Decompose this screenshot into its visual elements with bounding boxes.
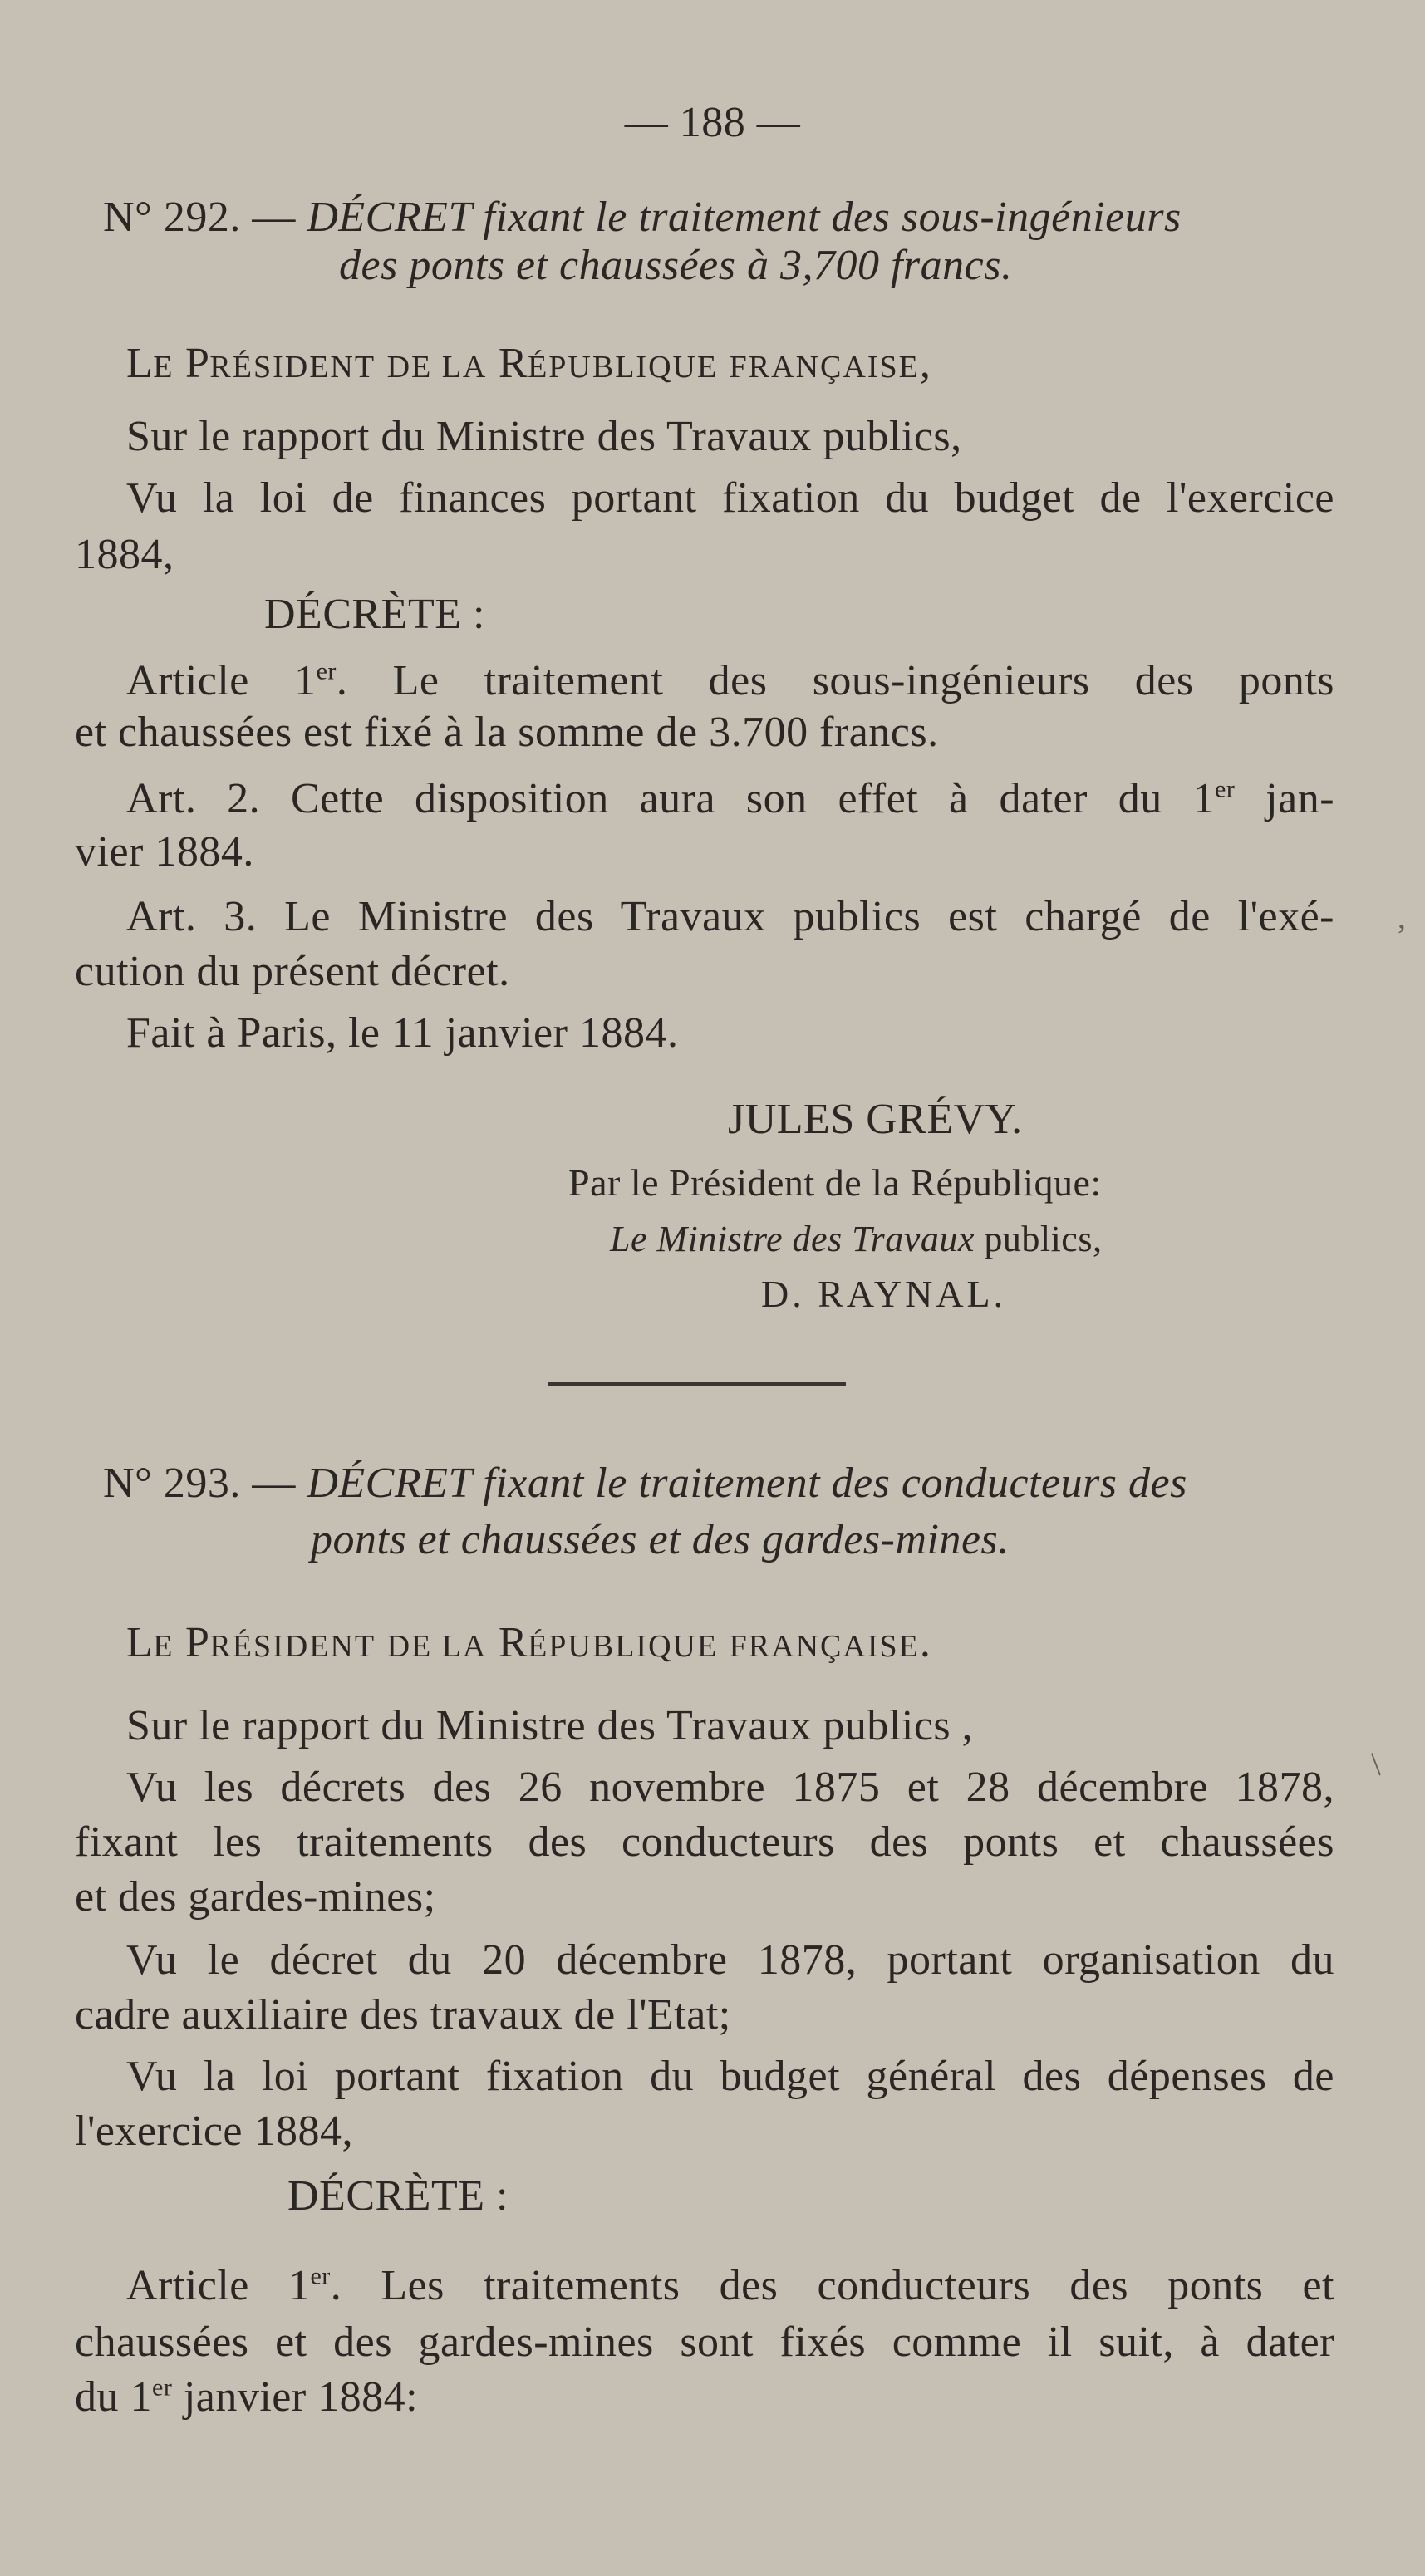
sc-initial: P	[184, 1619, 210, 1666]
superscript: er	[316, 657, 337, 685]
decree-293-number: N° 293. —	[103, 1460, 296, 1507]
decree-293-para3-line1: Vu le décret du 20 décembre 1878, portant organisation du	[126, 1936, 1334, 1984]
sc-rest: FRANÇAISE	[729, 1629, 920, 1664]
decree-292-minister-title	[610, 1214, 1102, 1264]
sc-initial: L	[126, 340, 154, 387]
sc-rest: ÉPUBLIQUE	[528, 350, 719, 385]
decree-293-para4-line2: l'exercice 1884,	[75, 2107, 353, 2155]
superscript: er	[152, 2373, 173, 2402]
sc-rest: E	[153, 1629, 174, 1664]
sc-rest: DE LA	[386, 1629, 488, 1664]
sc-initial: L	[126, 1619, 154, 1666]
signature-last-name: GRÉVY.	[866, 1096, 1023, 1143]
article-text: Art. 2. Cette disposition aura son effet à dater du 1	[126, 775, 1216, 822]
sc-rest: DE LA	[386, 350, 488, 385]
article-text: janvier 1884:	[172, 2373, 419, 2421]
decree-293-president-header	[126, 1618, 931, 1671]
margin-pencil-mark: /	[1359, 1746, 1392, 1782]
decree-293-para2-line1: Vu les décrets des 26 novembre 1875 et 28 décembre 1878,	[126, 1764, 1334, 1811]
article-text: . Les traitements des conducteurs des ponts et	[330, 2262, 1334, 2309]
decree-293-art1-line3	[75, 2372, 418, 2422]
sc-rest: FRANÇAISE	[729, 350, 920, 385]
sc-initial: P	[184, 340, 210, 387]
superscript: er	[1215, 775, 1236, 803]
section-divider	[548, 1382, 846, 1386]
sc-initial: R	[498, 340, 528, 387]
margin-mark: ‚	[1396, 898, 1408, 935]
decree-292-title-line1: DÉCRET fixant le traitement des sous-ingénieurs	[307, 194, 1182, 241]
decree-292-art1-line2: et chaussées est fixé à la somme de 3.700 francs.	[75, 709, 939, 756]
article-text: du 1	[75, 2373, 152, 2421]
punctuation: ,	[919, 340, 931, 387]
decree-292-par-le-president: Par le Président de la République:	[568, 1161, 1102, 1204]
sc-initial: R	[498, 1619, 528, 1666]
decree-293-para2-line2: fixant les traitements des conducteurs des ponts et chaussées	[75, 1818, 1334, 1866]
decree-292-para2-line1: Vu la loi de finances portant fixation du budget de l'exercice	[126, 474, 1334, 522]
minister-title-rest: publics,	[984, 1219, 1103, 1259]
sc-rest: ÉPUBLIQUE	[528, 1629, 719, 1664]
sc-rest: RÉSIDENT	[209, 1629, 376, 1664]
page-number: — 188 —	[624, 99, 801, 146]
signature-first-name: JULES	[728, 1096, 855, 1143]
decree-293-heading	[103, 1459, 1187, 1509]
decree-293-title-line1: DÉCRET fixant le traitement des conducteurs des	[307, 1460, 1187, 1507]
decree-292-art2-line1	[126, 774, 1334, 824]
decree-293-para1: Sur le rapport du Ministre des Travaux publics ,	[126, 1702, 974, 1749]
decree-293-decrete: DÉCRÈTE :	[287, 2172, 509, 2220]
decree-292-title-line2: des ponts et chaussées à 3,700 francs.	[339, 242, 1013, 289]
decree-292-para2-line2: 1884,	[75, 531, 174, 578]
decree-293-para2-line3: et des gardes-mines;	[75, 1873, 436, 1921]
decree-293-para3-line2: cadre auxiliaire des travaux de l'Etat;	[75, 1991, 731, 2039]
decree-293-title-line2: ponts et chaussées et des gardes-mines.	[311, 1516, 1010, 1563]
decree-293-para4-line1: Vu la loi portant fixation du budget général des dépenses de	[126, 2053, 1334, 2100]
decree-292-signature	[728, 1095, 1023, 1145]
decree-292-president-header	[126, 339, 931, 392]
punctuation: .	[919, 1619, 931, 1666]
minister-title-italic: Le Ministre des Travaux	[610, 1219, 975, 1259]
decree-292-art2-line2: vier 1884.	[75, 828, 254, 876]
decree-292-fait: Fait à Paris, le 11 janvier 1884.	[126, 1009, 679, 1057]
decree-292-art3-line2: cution du présent décret.	[75, 948, 510, 995]
decree-292-decrete: DÉCRÈTE :	[264, 591, 485, 638]
decree-292-number: N° 292. —	[103, 194, 296, 241]
decree-292-art3-line1: Art. 3. Le Ministre des Travaux publics est chargé de l'exé-	[126, 893, 1334, 940]
decree-292-para1: Sur le rapport du Ministre des Travaux publics,	[126, 413, 962, 460]
article-text: jan-	[1235, 775, 1335, 822]
decree-293-art1-line2: chaussées et des gardes-mines sont fixés comme il suit, à dater	[75, 2318, 1334, 2366]
sc-rest: E	[153, 350, 174, 385]
decree-292-art1-line1	[126, 656, 1334, 706]
article-label: Article 1	[126, 657, 317, 704]
article-text: . Le traitement des sous-ingénieurs des ponts	[336, 657, 1335, 704]
decree-292-heading	[103, 193, 1182, 243]
article-label: Article 1	[126, 2262, 311, 2309]
decree-293-art1-line1	[126, 2261, 1334, 2311]
sc-rest: RÉSIDENT	[209, 350, 376, 385]
superscript: er	[310, 2262, 331, 2290]
decree-292-minister-name: D. RAYNAL.	[761, 1273, 1007, 1315]
